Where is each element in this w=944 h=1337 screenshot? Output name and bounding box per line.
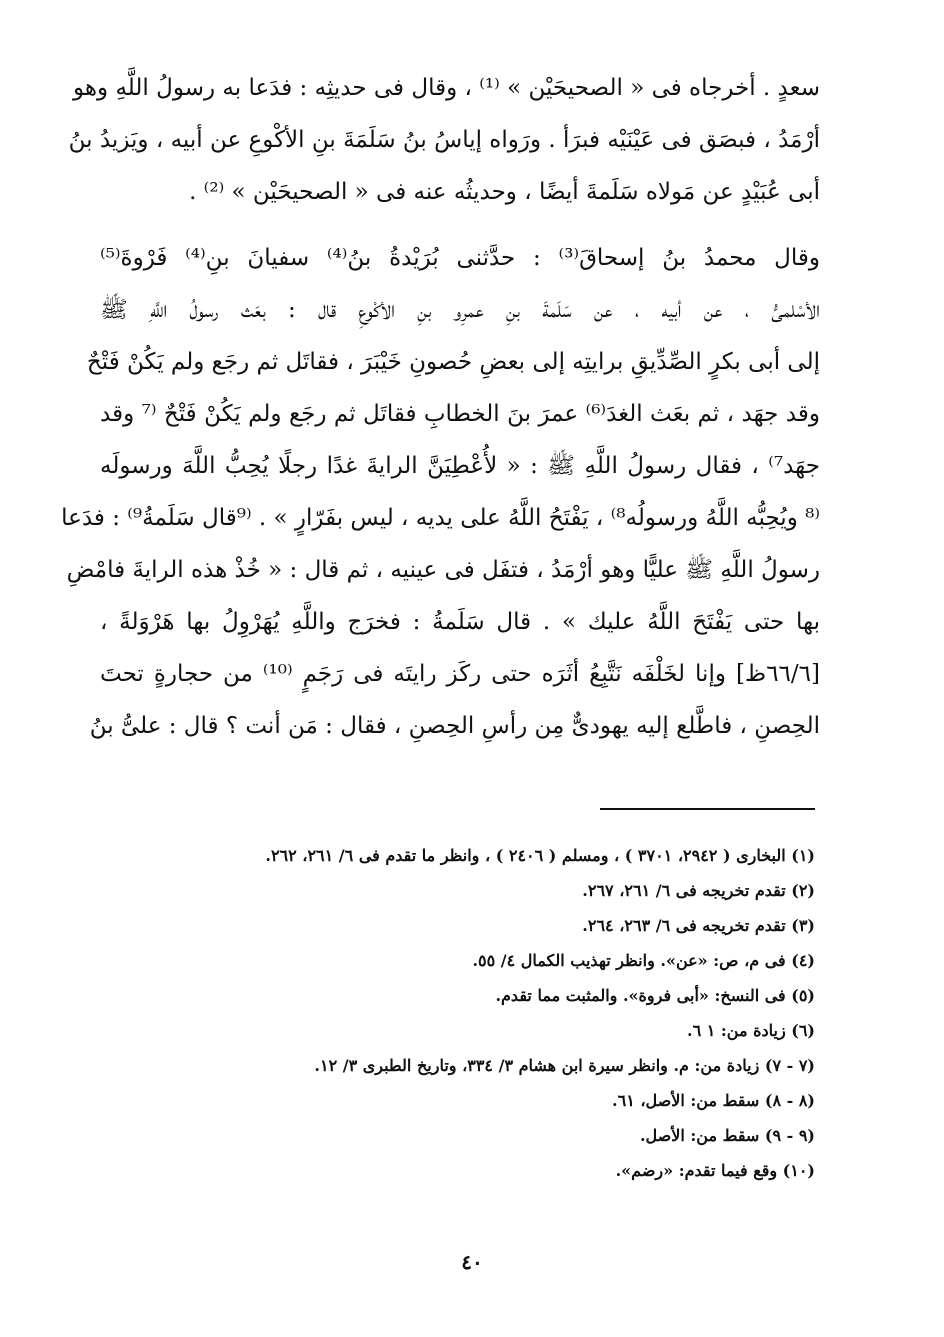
page-number: ٤٠	[461, 1250, 483, 1274]
text-line: الأسْلمىُّ ، عن أبيه ، عن سَلَمةَ بنِ عمرِو بنِ الأكْوعِ قال : بعَث رسولُ اللَّهِ ﷺ	[100, 297, 820, 323]
main-text	[61, 62, 820, 752]
footnote-divider	[600, 808, 815, 810]
text-line: [٦٦/٦ظ] وإنا لخَلْفَه نَتَّبِعُ أثَرَه حتى ركَز رايتَه فى رَجَمٍ ⁽¹⁰⁾ من حجارةٍ تحتَ	[100, 661, 820, 687]
footnote: (٤) فى م، ص: «عن». وانظر تهذيب الكمال ٤/ ٥٥.	[472, 951, 815, 970]
footnote: (٢) تقدم تخريجه فى ٦/ ٢٦١، ٢٦٧.	[582, 881, 815, 900]
text-line: سعدٍ . أخرجاه فى « الصحيحَيْن » ⁽¹⁾ ، وقال فى حديثِه : فدَعا به رسولُ اللَّهِ وهو	[73, 75, 820, 101]
footnote: (٧ - ٧) زيادة من: م. وانظر سيرة ابن هشام ٣/ ٣٣٤، وتاريخ الطبرى ٣/ ١٢.	[314, 1056, 815, 1075]
footnote: (١٠) وقع فيما تقدم: «رضم».	[615, 1161, 815, 1180]
text-line: جهَد⁷⁾ ، فقال رسولُ اللَّهِ ﷺ : « لأُعْطِيَنَّ الرايةَ غدًا رجلًا يُحِبُّ اللَّهَ ورسولَه	[100, 453, 820, 479]
text-line: رسولُ اللَّهِ ﷺ عليًّا وهو أرْمَدُ ، فتفَل فى عينيه ، ثم قال : « خُذْ هذه الرايةَ فامْضِ	[66, 557, 820, 583]
text-line: وقد جهَد ، ثم بعَث الغدَ⁽⁶⁾ عمرَ بنَ الخطابِ فقاتَل ثم رجَع ولم يَكُنْ فَتْحٌ ⁽⁷ وقد	[100, 401, 820, 427]
footnote: (٥) فى النسخ: «أبى فروة». والمثبت مما تقدم.	[495, 986, 815, 1005]
text-line: أبى عُبَيْدٍ عن مَولاه سَلَمةَ أيضًا ، وحديثُه عنه فى « الصحيحَيْن » ⁽²⁾ .	[189, 179, 820, 205]
footnote: (٩ - ٩) سقط من: الأصل.	[639, 1126, 815, 1145]
text-line: إلى أبى بكرٍ الصِّدِّيقِ برايتِه إلى بعضِ حُصونِ خَيْبَرَ ، فقاتَل ثم رجَع ولم يَكُنْ فَتْحٌ	[86, 349, 820, 375]
footnote: (٨ - ٨) سقط من: الأصل، ٦١.	[612, 1091, 815, 1110]
text-line: وقال محمدُ بنُ إسحاقَ⁽³⁾ : حدَّثنى بُرَيْدةُ بنُ⁽⁴⁾ سفيانَ بنِ⁽⁴⁾ فَرْوةَ⁽⁵⁾	[100, 245, 820, 271]
text-line: ⁽⁸ ويُحِبُّه اللَّهُ ورسولُه⁸⁾ ، يَفْتَحُ اللَّهُ على يديه ، ليس بفَرّارٍ » . ⁽⁹قال سَلَمةُ⁹⁾ : فدَعا	[61, 505, 820, 531]
text-line: الحِصنِ ، فاطَّلع إليه يهودىٌّ مِن رأسِ الحِصنِ ، فقال : مَن أنت ؟ قال : علىُّ بنُ	[89, 713, 820, 739]
footnotes	[130, 838, 815, 1188]
text-line: بها حتى يَفْتَحَ اللَّهُ عليك » . قال سَلَمةُ : فخرَج واللَّهِ يُهَرْوِلُ بها هَرْوَلةً ،	[100, 609, 820, 635]
footnote: (٦) زيادة من: ١ ٦.	[686, 1021, 815, 1040]
footnote: (١) البخارى ( ٢٩٤٢، ٣٧٠١ ) ، ومسلم ( ٢٤٠٦ ) ، وانظر ما تقدم فى ٦/ ٢٦١، ٢٦٢.	[265, 846, 815, 865]
text-line: أرْمَدُ ، فبصَق فى عَيْنَيْه فبرَأ . ورَواه إياسُ بنُ سَلَمَةَ بنِ الأكْوعِ عن أبيه ، ويَزيدُ بنُ	[68, 127, 820, 153]
footnote: (٣) تقدم تخريجه فى ٦/ ٢٦٣، ٢٦٤.	[582, 916, 815, 935]
